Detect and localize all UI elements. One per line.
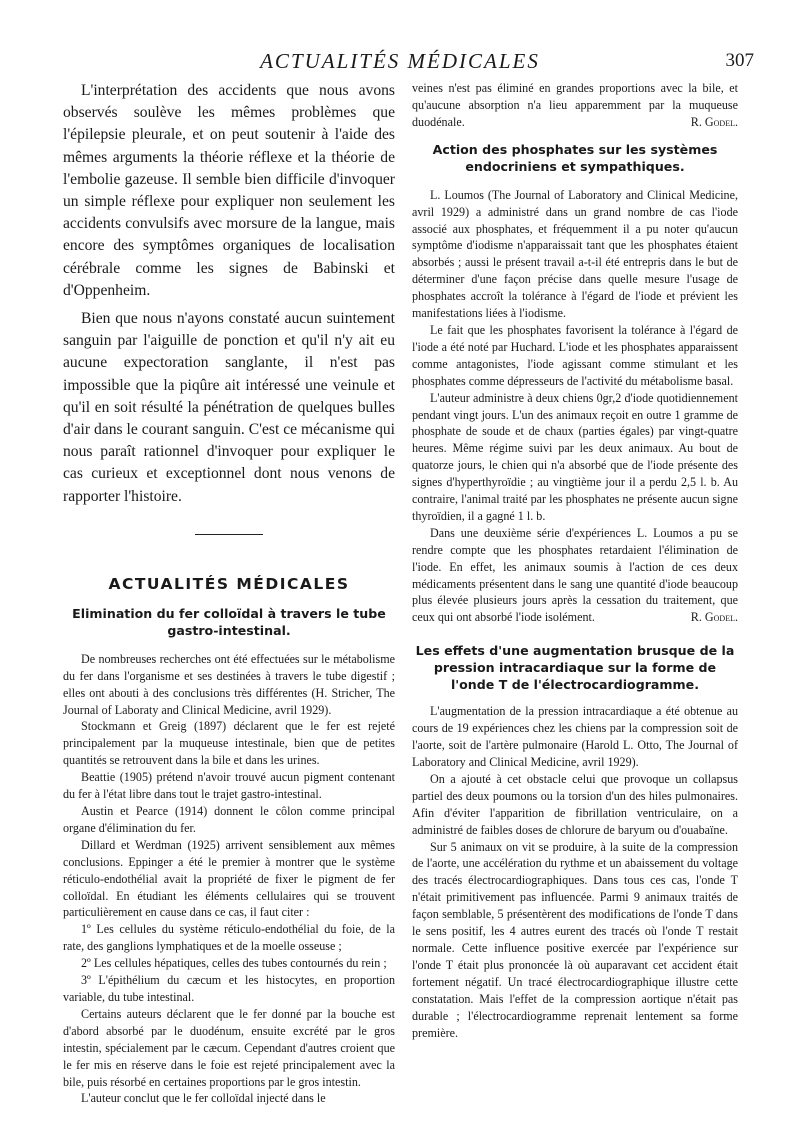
paragraph: Austin et Pearce (1914) donnent le côlon comme principal organe d'élimination du fer. xyxy=(63,804,395,835)
paragraph: Dillard et Werdman (1925) arrivent sensiblement aux mêmes conclusions. Eppinger a été le premier à montrer que le système réticulo-endothélial avait la propriété de fixer le pigment de fer colloïdal. En étudiant les éléments cellulaires qui se trouvent particulièrement en cause dans ce cas, il faut citer : xyxy=(63,837,395,920)
paragraph: L'augmentation de la pression intracardiaque a été obtenue au cours de 19 expériences chez les chiens par la compression soit de l'aorte, soit de l'artère pulmonaire (Harold L. Otto, The Journal of Laboratory and Clinical Medicine, avril 1929). xyxy=(412,704,738,769)
paragraph: L. Loumos (The Journal of Laboratory and Clinical Medicine, avril 1929) a administré dans un grand nombre de cas l'iode associé aux phosphates, et fréquemment il a pu noter qu'aucun symptôme d'iodisme n'apparaissait tant que les phosphates étaient absorbés ; aussi le présent travail a-t-il été entrepris dans le but de déterminer d'une façon précise dans quelle mesure l'usage de phosphates accroît la tolérance à l'égard de l'iode et prévient les manifestations liées à l'iodisme. xyxy=(412,187,738,321)
paragraph-text: Dans une deuxième série d'expériences L. Loumos a pu se rendre compte que les phosphates retardaient l'élimination de l'iode. En effet, les animaux soumis à l'action de ces deux médicaments présentent dans le sang une quantité d'iode beaucoup plus élevée plusieurs jours après la cessation du traitement, que ceux qui ont absorbé l'iode isolément. xyxy=(412,525,738,625)
paragraph xyxy=(412,525,738,626)
list-text: L'épithélium du cæcum et les histocytes, en proportion variable, du tube intestinal. xyxy=(63,973,395,1004)
page-number: 307 xyxy=(725,50,754,71)
list-item xyxy=(63,972,395,1006)
article-body-ecg xyxy=(412,703,738,1041)
list-number: 1º xyxy=(81,922,91,937)
article-title-ecg: Les effets d'une augmentation brusque de la pression intracardiaque sur la forme de l'onde T de l'électrocardiogramme. xyxy=(415,643,735,693)
list-number: 2º xyxy=(81,956,91,971)
article-title-iron: Elimination du fer colloïdal à travers le tube gastro-intestinal. xyxy=(72,605,386,638)
paragraph: Beattie (1905) prétend n'avoir trouvé aucun pigment contenant du fer à l'état libre dans tout le trajet gastro-intestinal. xyxy=(63,770,395,802)
running-head-title: ACTUALITÉS MÉDICALES xyxy=(260,49,540,73)
author-signature: R. Godel. xyxy=(690,610,738,625)
list-number: 3º xyxy=(81,973,91,988)
left-column xyxy=(63,80,395,1107)
paragraph: L'auteur administre à deux chiens 0gr,2 d'iode quotidiennement pendant vingt jours. L'un des animaux reçoit en outre 1 gramme de phosphate de soude et de chaux (parties égales) par vingt-quatre heures. Même régime suivi par les deux animaux. Au bout de quatorze jours, le chien qui n'a absorbé que de l'iode présente des signes d'hyperthyroïdie ; au vingtième jour il a perdu 2,5 l. b. Au contraire, l'animal traité par les phosphates ne présente aucun signe thyroïdien, il a gagné 1 l. b. xyxy=(412,390,738,523)
list-item xyxy=(63,955,395,972)
section-heading: ACTUALITÉS MÉDICALES xyxy=(108,574,350,593)
article-title-phosphates: Action des phosphates sur les systèmes endocriniens et sympathiques. xyxy=(432,141,718,174)
author-signature: R. Godel. xyxy=(690,114,738,129)
list-text: Les cellules hépatiques, celles des tubes contournés du rein ; xyxy=(93,956,387,971)
article-body-phosphates xyxy=(412,187,738,627)
article-body-iron xyxy=(63,651,395,1107)
paragraph: Certains auteurs déclarent que le fer donné par la bouche est d'abord absorbé par le duodénum, ensuite excrété par le gros intestin, spécialement par le cæcum. Cependant d'autres croient que le fer mis en réserve dans le foie est rejeté principalement avec la bile, puis résorbé en certaines proportions par le gros intestin. xyxy=(63,1006,395,1089)
paragraph: Sur 5 animaux on vit se produire, à la suite de la compression de l'aorte, une accélération du rythme et un abaissement du voltage des tracés électrocardiographiques. Dans tous ces cas, l'onde T n'était primitivement pas influencée. Parmi 9 animaux traités de façon semblable, 5 présentèrent des modifications de l'onde T dans le sens positif, les 4 autres eurent des tracés où l'onde T restait normale. Cette influence positive exercée par l'expérience sur l'onde T était plus prononcée là où auparavant cet accident était fortement négatif. Un tracé électrocardiographique illustre cette constatation. Mais l'effet de la compression aortique n'était pas durable ; l'électrocardiogramme reprenait lentement sa forme première. xyxy=(412,839,738,1040)
list-text: Les cellules du système réticulo-endothélial du foie, de la rate, des ganglions lymphatiques et de la moelle osseuse ; xyxy=(63,922,395,954)
paragraph: On a ajouté à cet obstacle celui que provoque un collapsus partiel des deux poumons ou la torsion d'un des hiles pulmonaires. Afin d'éviter l'apparition de fibrillation ventriculaire, on a administré de faibles doses de chlorure de baryum ou d'ouabaïne. xyxy=(412,771,738,837)
paragraph xyxy=(412,80,738,131)
paragraph: L'auteur conclut que le fer colloïdal injecté dans le xyxy=(81,1091,326,1106)
section-divider xyxy=(195,534,263,535)
right-column xyxy=(412,80,738,1041)
continued-article xyxy=(63,80,395,508)
list-item xyxy=(63,921,395,955)
paragraph: Bien que nous n'ayons constaté aucun suintement sanguin par l'aiguille de ponction et qu'il n'y ait eu aucune expectoration sanglante, il n'est pas impossible que la piqûre ait intéressé une veinule et qu'il en soit résulté la pénétration de quelques bulles d'air dans le courant sanguin. C'est ce mécanisme qui nous paraît rationnel d'invoquer pour expliquer le cas curieux et exceptionnel dont nous venons de rapporter l'histoire. xyxy=(63,310,395,505)
continued-article-right xyxy=(412,80,738,131)
paragraph: De nombreuses recherches ont été effectuées sur le métabolisme du fer dans l'organisme et ses destinées à travers le tube digestif ; elles ont abouti à des conclusions très différentes (H. Stricher, The Journal of Laboraty and Clinical Medicine, avril 1929). xyxy=(63,651,395,717)
paragraph: L'interprétation des accidents que nous avons observés soulève les mêmes problèmes que l'épilepsie pleurale, et on peut soutenir à l'aide des mêmes arguments la théorie réflexe et la théorie de l'embolie gazeuse. Il semble bien difficile d'invoquer un simple réflexe pour expliquer non seulement les accidents convulsifs avec morsure de la langue, mais encore des symptômes organiques de localisation cérébrale comme les signes de Babinski et d'Oppenheim. xyxy=(63,82,395,299)
paragraph: Le fait que les phosphates favorisent la tolérance à l'égard de l'iode a été noté par Huchard. L'iode et les phosphates apparaissent comme antagonistes, l'iode agissant comme stimulant et les phosphates comme dépresseurs de l'activité du métabolisme basal. xyxy=(412,322,738,388)
continuation-text: veines n'est pas éliminé en grandes proportions avec la bile, et qu'aucune absorption n'a lieu apparemment par la muqueuse duodénale. xyxy=(412,81,738,129)
paragraph: Stockmann et Greig (1897) déclarent que le fer est rejeté principalement par la muqueuse intestinale, bien que de petites quantités se retrouvent dans la bile et dans les urines. xyxy=(63,719,395,768)
